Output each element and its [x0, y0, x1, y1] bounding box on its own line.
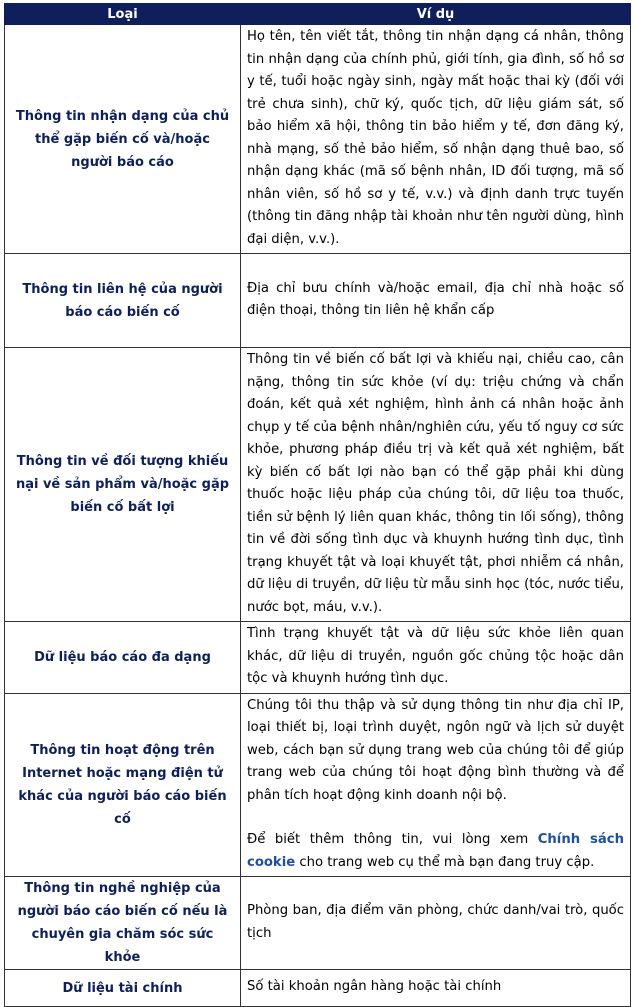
row-category: Dữ liệu báo cáo đa dạng	[5, 622, 241, 694]
row-category: Thông tin hoạt động trên Internet hoặc mạng điện tử khác của người báo cáo biến cố	[5, 693, 241, 877]
table-row	[5, 25, 631, 254]
row-category: Thông tin nghề nghiệp của người báo cáo biến cố nếu là chuyên gia chăm sóc sức khỏe	[5, 877, 241, 970]
cookie-note	[247, 829, 624, 874]
row-example: Số tài khoản ngân hàng hoặc tài chính	[241, 970, 631, 1007]
table-row	[5, 622, 631, 694]
row-example: Địa chỉ bưu chính và/hoặc email, địa chỉ nhà hoặc số điện thoại, thông tin liên hệ khẩn cấp	[241, 254, 631, 348]
row-example: Thông tin về biến cố bất lợi và khiếu nại, chiều cao, cân nặng, thông tin sức khỏe (ví dụ: triệu chứng và chẩn đoán, kết quả xét nghiệm, hình ảnh cá nhân hoặc ảnh chụp y tế của bệnh nhân/nghiên cứu, yếu tố nguy cơ sức khỏe, phương pháp điều trị và kết quả xét nghiệm, bất kỳ biến cố bất lợi nào bạn có thể gặp phải khi dùng thuốc hoặc liệu pháp của chúng tôi, dữ liệu toa thuốc, tiền sử bệnh lý liên quan khác, thông tin lối sống), thông tin về đời sống tình dục và khuynh hướng tình dục, tình trạng khuyết tật và loại khuyết tật, phơi nhiễm cá nhân, dữ liệu di truyền, dữ liệu từ mẫu sinh học (tóc, nước tiểu, nước bọt, máu, v.v.).	[241, 348, 631, 622]
table-row	[5, 970, 631, 1007]
cookie-policy-link[interactable]: Chính sách cookie	[247, 832, 624, 870]
table-header-row	[5, 4, 631, 25]
header-example: Ví dụ	[241, 4, 631, 25]
table-row	[5, 693, 631, 877]
header-category: Loại	[5, 4, 241, 25]
cookie-note-suffix: cho trang web cụ thể mà bạn đang truy cập.	[295, 854, 595, 870]
row-example: Chúng tôi thu thập và sử dụng thông tin như địa chỉ IP, loại thiết bị, loại trình duyệt, ngôn ngữ và lịch sử duyệt web, cách bạn sử dụng trang web của chúng tôi để giúp trang web của chúng tôi hoạt động bình thường và để phân tích hoạt động kinh doanh nội bộ.	[247, 697, 624, 803]
cookie-note-prefix: Để biết thêm thông tin, vui lòng xem	[247, 832, 538, 847]
row-category: Dữ liệu tài chính	[5, 970, 241, 1007]
row-category: Thông tin liên hệ của người báo cáo biến cố	[5, 254, 241, 348]
row-category: Thông tin nhận dạng của chủ thể gặp biến cố và/hoặc người báo cáo	[5, 25, 241, 254]
row-example: Họ tên, tên viết tắt, thông tin nhận dạng cá nhân, thông tin nhận dạng của chính phủ, giới tính, gia đình, số hồ sơ y tế, tuổi hoặc ngày sinh, ngày mất hoặc thai kỳ (đối với trẻ chưa sinh), chữ ký, quốc tịch, dữ liệu giám sát, số bảo hiểm xã hội, thông tin bảo hiểm y tế, đơn đăng ký, nhà mạng, số thẻ bảo hiểm, số nhận dạng thuê bao, số nhận dạng khác (mã số bệnh nhân, ID đối tượng, mã số nhân viên, số hồ sơ y tế, v.v.) và định danh trực tuyến (thông tin đăng nhập tài khoản như tên người dùng, hình đại diện, v.v.).	[241, 25, 631, 254]
personal-data-table	[4, 3, 631, 1007]
row-example: Tình trạng khuyết tật và dữ liệu sức khỏe liên quan khác, dữ liệu di truyền, nguồn gốc chủng tộc hoặc dân tộc và khuynh hướng tình dục.	[241, 622, 631, 694]
paragraph-spacer	[247, 807, 624, 829]
row-example-cell	[241, 693, 631, 877]
row-category: Thông tin về đối tượng khiếu nại về sản phẩm và/hoặc gặp biến cố bất lợi	[5, 348, 241, 622]
table-row	[5, 877, 631, 970]
table-row	[5, 254, 631, 348]
row-example: Phòng ban, địa điểm văn phòng, chức danh/vai trò, quốc tịch	[241, 877, 631, 970]
table-row	[5, 348, 631, 622]
